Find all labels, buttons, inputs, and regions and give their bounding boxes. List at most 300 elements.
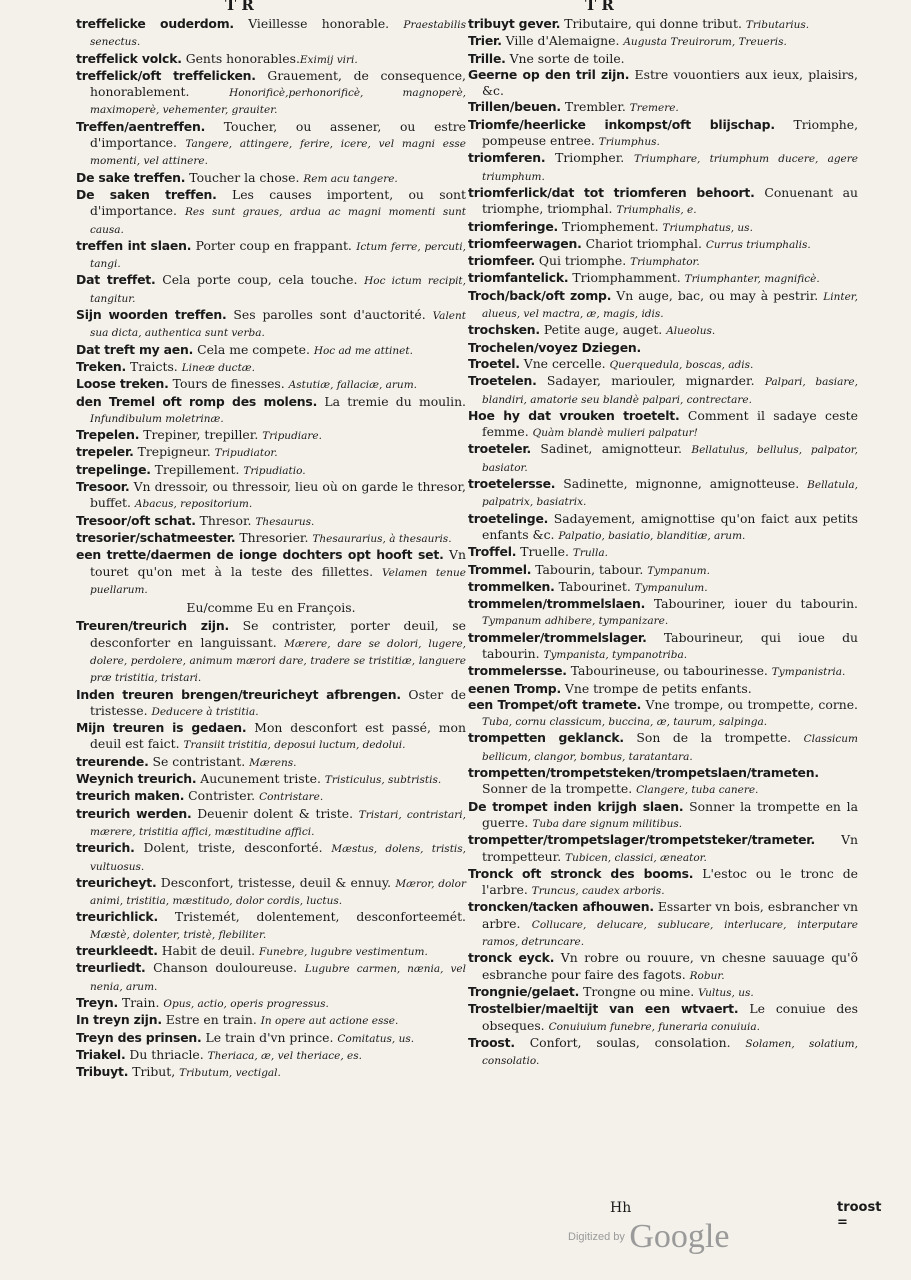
entry-headword: trochsken. xyxy=(468,322,540,338)
dictionary-entry xyxy=(76,427,466,444)
entry-french: Ses parolles sont d'auctorité. xyxy=(226,307,433,323)
dictionary-entry xyxy=(76,960,466,995)
dictionary-entry xyxy=(76,530,466,547)
entry-french: Vne cercelle. xyxy=(519,355,610,371)
entry-latin: Abacus, repositorium. xyxy=(134,498,253,511)
entry-latin: Mæstè, dolenter, tristè, flebiliter. xyxy=(90,928,267,941)
dictionary-entry xyxy=(468,67,858,100)
entry-headword: treurichlick. xyxy=(76,909,158,925)
entry-latin: Classicum bellicum, clangor, bombus, taratantara. xyxy=(482,733,858,763)
google-logo: Google xyxy=(629,1218,730,1255)
entry-french: Les causes importent, ou sont d'importance. xyxy=(90,186,466,219)
entry-latin: Conuiuium funebre, funeraria conuiuia. xyxy=(548,1020,760,1033)
dictionary-entry xyxy=(468,832,858,866)
entry-french: Thresorier. xyxy=(235,529,313,545)
entry-latin: Palpatio, basiatio, blanditiæ, arum. xyxy=(558,529,746,542)
catchword: troost = xyxy=(837,1200,882,1230)
dictionary-entry xyxy=(76,119,466,170)
dictionary-entry xyxy=(468,899,858,950)
entry-headword: een Trompet/oft tramete. xyxy=(468,696,642,712)
entry-latin: Triumphare, triumphum ducere, agere triumphum. xyxy=(482,153,858,183)
entry-french: Vn auge, bac, ou may à pestrir. xyxy=(611,287,824,303)
entry-french: Du thriacle. xyxy=(125,1046,208,1062)
entry-french: Ville d'Alemaigne. xyxy=(501,33,624,49)
entry-french: Triomphamment. xyxy=(568,270,685,286)
entry-headword: tronck eyck. xyxy=(468,950,555,966)
dictionary-entry xyxy=(468,33,858,50)
entry-headword: De sake treffen. xyxy=(76,169,186,185)
entry-french: Grauement, de consequence, honorablement. xyxy=(90,67,466,100)
dictionary-entry xyxy=(76,307,466,342)
entry-headword: treurich maken. xyxy=(76,788,185,804)
dictionary-entry xyxy=(468,681,858,697)
entry-headword: trommelken. xyxy=(468,578,555,594)
entry-french: Comment il sadaye ceste femme. xyxy=(482,407,858,440)
entry-headword: trompetten geklanck. xyxy=(468,730,624,746)
entry-headword: trommeler/trommelslager. xyxy=(468,629,647,645)
entry-french: Vieillesse honorable. xyxy=(233,16,404,31)
entry-headword: treurende. xyxy=(76,753,149,769)
entry-french: Aucunement triste. xyxy=(196,771,325,787)
entry-headword: Triomfe/heerlicke inkompst/oft blijschap. xyxy=(468,116,775,132)
entry-headword: Troffel. xyxy=(468,544,517,560)
entry-latin: Robur. xyxy=(689,969,725,982)
entry-headword: Mijn treuren is gedaen. xyxy=(76,720,247,736)
dictionary-entry xyxy=(468,340,858,356)
entry-french: Toucher la chose. xyxy=(185,169,304,185)
entry-french: Traicts. xyxy=(126,358,182,374)
dictionary-entry xyxy=(468,1001,858,1035)
entry-headword: troetelersse. xyxy=(468,476,556,492)
entry-latin: Tympanum adhibere, tympanizare. xyxy=(482,615,669,628)
entry-headword: Treken. xyxy=(76,358,127,374)
entry-latin: Rem acu tangere. xyxy=(303,172,398,185)
dictionary-entry xyxy=(76,68,466,119)
entry-french: Habit de deuil. xyxy=(157,943,259,959)
entry-latin: Tangere, attingere, ferire, icere, vel magni esse momenti, vel attinere. xyxy=(90,138,466,168)
entry-french: Deuenir dolent & triste. xyxy=(191,805,359,821)
entry-latin: Tubicen, classici, æneator. xyxy=(565,851,707,864)
entry-french: Vne sorte de toile. xyxy=(505,50,625,66)
entry-headword: Sijn woorden treffen. xyxy=(76,307,227,323)
entry-french: Petite auge, auget. xyxy=(539,322,667,338)
dictionary-entry xyxy=(468,441,858,476)
entry-french: Tribut, xyxy=(128,1064,180,1080)
entry-latin: Transiit tristitia, deposui luctum, dedolui. xyxy=(183,739,406,752)
dictionary-entry xyxy=(468,99,858,116)
entry-latin: Tremere. xyxy=(629,102,679,115)
entry-latin: Tripudiare. xyxy=(262,430,322,443)
entry-french: Chanson douloureuse. xyxy=(145,960,305,976)
dictionary-entry xyxy=(468,117,858,151)
entry-headword: Troch/back/oft zomp. xyxy=(468,287,612,303)
entry-headword: Dat treffet. xyxy=(76,272,156,288)
entry-headword: treurich werden. xyxy=(76,805,192,821)
dictionary-entry xyxy=(468,544,858,561)
dictionary-entry xyxy=(76,238,466,273)
entry-french: Trongne ou mine. xyxy=(579,983,699,999)
entry-headword: In treyn zijn. xyxy=(76,1012,162,1028)
entry-latin: Ictum ferre, percuti, tangi. xyxy=(90,240,466,271)
dictionary-entry xyxy=(76,1012,466,1029)
entry-french: Conuenant au triomphe, triomphal. xyxy=(482,184,858,217)
entry-latin: Tributum, vectigal. xyxy=(179,1067,281,1080)
dictionary-entry xyxy=(468,511,858,545)
dictionary-entry xyxy=(76,720,466,754)
entry-french: Essarter vn bois, esbrancher vn arbre. xyxy=(482,899,858,931)
entry-latin: Valent sua dicta, authentica sunt verba. xyxy=(90,310,466,340)
entry-latin: Truncus, caudex arboris. xyxy=(531,885,665,898)
entry-latin: Triumphus. xyxy=(598,136,660,149)
dictionary-entry xyxy=(468,866,858,900)
entry-headword: Tresoor. xyxy=(76,479,130,495)
entry-headword: triomfeer. xyxy=(468,253,535,269)
entry-latin: Clangere, tuba canere. xyxy=(636,784,759,797)
entry-headword: troetelinge. xyxy=(468,510,549,526)
entry-headword: Hoe hy dat vrouken troetelt. xyxy=(468,407,680,423)
entry-french: Son de la trompette. xyxy=(623,730,804,746)
entry-latin: Tripudiatio. xyxy=(243,464,306,477)
entry-latin: Bellatula, palpatrix, basiatrix. xyxy=(482,479,858,509)
entry-french: Thresor. xyxy=(195,512,256,528)
dictionary-entry xyxy=(76,771,466,788)
dictionary-entry xyxy=(468,950,858,984)
entry-latin: Querquedula, boscas, adis. xyxy=(609,358,754,371)
dictionary-entry xyxy=(76,272,466,307)
dictionary-entry xyxy=(468,663,858,680)
entry-latin: In opere aut actione esse. xyxy=(260,1015,399,1028)
entry-headword: Trostelbier/maeltijt van een wtvaert. xyxy=(468,1001,739,1017)
entry-headword: Trille. xyxy=(468,50,506,66)
dictionary-entry xyxy=(76,618,466,686)
entry-headword: treurkleedt. xyxy=(76,943,158,959)
entry-french: Porter coup en frappant. xyxy=(191,237,357,253)
dictionary-entry xyxy=(76,51,466,68)
dictionary-entry xyxy=(76,995,466,1012)
entry-latin: Linter, alueus, vel mactra, æ, magis, idis. xyxy=(482,290,858,321)
entry-french: Mon desconfort est passé, mon deuil est faict. xyxy=(90,720,466,752)
entry-french: Cela porte coup, cela touche. xyxy=(155,272,365,288)
entry-french: Tristemét, dolentement, desconforteemét. xyxy=(157,909,466,925)
dictionary-entry xyxy=(76,943,466,960)
entry-latin: Velamen tenue puellarum. xyxy=(90,566,466,596)
dictionary-entry xyxy=(468,579,858,596)
dictionary-entry xyxy=(468,697,858,731)
entry-latin: Solamen, solatium, consolatio. xyxy=(482,1037,858,1068)
entry-latin: Funebre, lugubre vestimentum. xyxy=(258,946,428,959)
dictionary-entry xyxy=(76,359,466,376)
dictionary-entry xyxy=(468,236,858,253)
entry-latin: Tympanistria. xyxy=(771,666,846,679)
entry-headword: Tribuyt. xyxy=(76,1064,129,1080)
entry-latin: Hoc ad me attinet. xyxy=(313,344,413,357)
entry-latin: Praestabilis senectus. xyxy=(90,19,466,49)
entry-french: Tributaire, qui donne tribut. xyxy=(560,16,746,31)
entry-headword: tresorier/schatmeester. xyxy=(76,529,236,545)
entry-headword: De trompet inden krijgh slaen. xyxy=(468,798,684,814)
entry-latin: Lineæ ductæ. xyxy=(181,361,255,374)
entry-latin: Opus, actio, operis progressus. xyxy=(163,997,329,1010)
entry-headword: triomferen. xyxy=(468,150,546,166)
entry-french: Oster de tristesse. xyxy=(90,686,466,718)
entry-headword: Trier. xyxy=(468,33,502,49)
entry-latin: Triumphator. xyxy=(630,256,700,269)
entry-headword: treffelicke ouderdom. xyxy=(76,16,234,31)
entry-french: Vn dressoir, ou thressoir, lieu où on garde le thresor, buffet. xyxy=(90,479,466,511)
entry-headword: Inden treuren brengen/treuricheyt afbrengen. xyxy=(76,686,401,702)
entry-french: Vn touret qu'on met à la teste des fillettes. xyxy=(90,547,466,579)
entry-headword: den Tremel oft romp des molens. xyxy=(76,393,318,409)
entry-french: Se contristant. xyxy=(148,753,250,769)
dictionary-entry xyxy=(468,356,858,373)
entry-latin: Collucare, delucare, sublucare, interlucare, interputare ramos, detruncare. xyxy=(482,918,858,949)
entry-latin: Tuba dare signum militibus. xyxy=(532,817,683,830)
dictionary-entry xyxy=(468,51,858,67)
entry-latin: Alueolus. xyxy=(666,325,716,338)
dictionary-entry xyxy=(76,394,466,428)
entry-french: Sadayer, mariouler, mignarder. xyxy=(536,373,765,389)
dictionary-entry xyxy=(76,547,466,598)
entry-french: Triomphe, pompeuse entree. xyxy=(482,116,859,149)
entry-french: Tabourin, tabour. xyxy=(531,561,648,577)
dictionary-entry xyxy=(468,984,858,1001)
entry-headword: Tresoor/oft schat. xyxy=(76,512,196,528)
entry-headword: trompetten/trompetsteken/trompetslaen/trameten. xyxy=(468,765,819,781)
entry-french: Gents honorables. xyxy=(181,50,300,66)
dictionary-entry xyxy=(76,342,466,359)
entry-headword: treurliedt. xyxy=(76,960,146,976)
entry-french: Trepillement. xyxy=(150,461,244,477)
entry-headword: Treyn des prinsen. xyxy=(76,1029,202,1045)
entry-headword: Geerne op den tril zijn. xyxy=(468,66,630,82)
dictionary-entry xyxy=(468,596,858,630)
entry-french: Sadinette, mignonne, amignotteuse. xyxy=(555,476,808,492)
dictionary-entry xyxy=(76,513,466,530)
dictionary-entry xyxy=(76,806,466,841)
entry-french: Estre vouontiers aux ieux, plaisirs, &c. xyxy=(482,66,858,99)
entry-headword: trompetter/trompetslager/trompetsteker/trameter. xyxy=(468,832,815,848)
entry-french: Vn robre ou rouure, vn chesne sauuage qu'õ esbranche pour faire des fagots. xyxy=(482,950,858,982)
dictionary-entry xyxy=(76,16,466,51)
entry-french: Contrister. xyxy=(184,788,260,804)
entry-french: Le conuiue des obseques. xyxy=(482,1001,859,1033)
entry-latin: Bellatulus, bellulus, palpator, basiator. xyxy=(482,444,858,474)
dictionary-entry xyxy=(468,219,858,236)
entry-headword: trepeler. xyxy=(76,444,134,460)
entry-french: Tabourinet. xyxy=(554,578,635,594)
signature-mark: Hh xyxy=(610,1200,632,1216)
entry-french: La tremie du moulin. xyxy=(317,393,466,409)
entry-latin: Augusta Treuirorum, Treueris. xyxy=(623,36,787,49)
entry-french: L'estoc ou le tronc de l'arbre. xyxy=(482,865,859,898)
entry-french: Sonner la trompette en la guerre. xyxy=(482,798,858,830)
entry-latin: Lugubre carmen, nænia, vel nenia, arum. xyxy=(90,963,466,993)
entry-headword: Treyn. xyxy=(76,994,119,1010)
entry-headword: troncken/tacken afhouwen. xyxy=(468,899,654,915)
dictionary-entry xyxy=(76,187,466,238)
dictionary-entry xyxy=(76,909,466,943)
entry-french: Train. xyxy=(118,994,164,1010)
entry-latin: Thesaurarius, à thesauris. xyxy=(312,532,452,545)
dictionary-entry xyxy=(468,185,858,219)
entry-latin: Tristiculus, subtristis. xyxy=(324,774,442,787)
entry-headword: triomfeerwagen. xyxy=(468,235,582,251)
entry-headword: treurich. xyxy=(76,840,135,856)
entry-french: Vne trompe, ou trompette, corne. xyxy=(641,696,858,712)
watermark-prefix: Digitized by xyxy=(568,1231,625,1243)
entry-headword: Trepelen. xyxy=(76,427,140,443)
entry-french: Triompher. xyxy=(545,150,634,166)
entry-latin: Tripudiator. xyxy=(214,447,278,460)
entry-headword: trepelinge. xyxy=(76,461,151,477)
dictionary-entry xyxy=(468,288,858,323)
dictionary-entry xyxy=(468,765,858,799)
entry-headword: treffen int slaen. xyxy=(76,237,192,253)
entry-headword: Trochelen/voyez Dziegen. xyxy=(468,339,642,355)
entry-latin: Tributarius. xyxy=(745,19,810,31)
dictionary-entry xyxy=(76,376,466,393)
entry-latin: Tuba, cornu classicum, buccina, æ, taurum, salpinga. xyxy=(482,716,768,729)
entry-latin: Currus triumphalis. xyxy=(705,238,811,251)
entry-latin: Trulla. xyxy=(572,547,608,560)
entry-french: Chariot triomphal. xyxy=(581,235,706,251)
entry-headword: Treffen/aentreffen. xyxy=(76,118,206,134)
entry-headword: Troost. xyxy=(468,1034,515,1050)
entry-headword: Trongnie/gelaet. xyxy=(468,983,580,999)
entry-french: Confort, soulas, consolation. xyxy=(514,1034,746,1050)
dictionary-entry xyxy=(468,476,858,511)
entry-latin: Quàm blandè mulieri palpatur! xyxy=(532,427,698,440)
entry-french: Tours de finesses. xyxy=(168,376,289,392)
entry-headword: Tronck oft stronck des booms. xyxy=(468,865,694,881)
running-head-left: T R xyxy=(225,0,254,14)
entry-latin: Triumphalis, e. xyxy=(616,204,697,217)
entry-latin: Palpari, basiare, blandiri, amatorie seu blandè palpari, contrectare. xyxy=(482,376,858,406)
entry-latin: Hoc ictum recipit, tangitur. xyxy=(90,275,466,305)
dictionary-entry xyxy=(76,754,466,771)
entry-headword: een trette/daermen de ionge dochters opt hooft set. xyxy=(76,547,444,563)
entry-french: Dolent, triste, desconforté. xyxy=(134,840,332,856)
entry-latin: Deducere à tristitia. xyxy=(151,705,259,718)
dictionary-entry xyxy=(76,1064,466,1081)
entry-latin: Triumphatus, us. xyxy=(662,221,753,234)
entry-french: Sonner de la trompette. xyxy=(482,781,637,797)
entry-french: Se contrister, porter deuil, se desconforter en languissant. xyxy=(90,618,466,650)
dictionary-entry xyxy=(76,1047,466,1064)
entry-headword: treuricheyt. xyxy=(76,874,157,890)
entry-latin: Thesaurus. xyxy=(255,515,315,528)
dictionary-entry xyxy=(76,788,466,805)
entry-headword: troeteler. xyxy=(468,441,531,457)
entry-headword: eenen Tromp. xyxy=(468,680,561,696)
entry-latin: Honorificè,perhonorificè, magnoperè, maximoperè, vehementer, grauiter. xyxy=(90,87,466,117)
dictionary-entry xyxy=(468,253,858,270)
dictionary-entry xyxy=(76,462,466,479)
entry-latin: Mæror, dolor animi, tristitia, mæstitudo, dolor cordis, luctus. xyxy=(90,877,466,908)
entry-french: Le train d'vn prince. xyxy=(201,1029,338,1045)
dictionary-entry xyxy=(76,875,466,910)
dictionary-entry xyxy=(468,16,858,33)
entry-french: Vn trompetteur. xyxy=(482,832,858,864)
dictionary-entry xyxy=(468,270,858,287)
entry-headword: triomfantelick. xyxy=(468,270,569,286)
running-head-right: T R xyxy=(585,0,614,14)
entry-latin: Infundibulum moletrinæ. xyxy=(90,412,224,425)
entry-headword: tribuyt gever. xyxy=(468,16,561,31)
entry-headword: treffelick/oft treffelicken. xyxy=(76,67,256,83)
dictionary-entry xyxy=(76,840,466,875)
right-column xyxy=(468,16,858,1069)
entry-headword: Trillen/beuen. xyxy=(468,99,561,115)
section-heading: Eu/comme Eu en François. xyxy=(186,600,356,616)
entry-french: Truelle. xyxy=(516,544,573,560)
dictionary-entry xyxy=(468,730,858,765)
entry-latin: Triumphanter, magnificè. xyxy=(684,273,820,286)
entry-headword: triomferlick/dat tot triomferen behoort. xyxy=(468,184,755,200)
entry-headword: Treuren/treurich zijn. xyxy=(76,618,229,634)
entry-french: Tabouriner, iouer du tabourin. xyxy=(645,596,858,612)
entry-french: Toucher, ou assener, ou estre d'importance. xyxy=(90,118,466,151)
dictionary-entry xyxy=(468,322,858,339)
dictionary-entry xyxy=(76,1030,466,1047)
entry-latin: Tympanulum. xyxy=(634,581,708,594)
entry-french: Sadinet, amignotteur. xyxy=(530,441,692,457)
dictionary-entry xyxy=(468,630,858,664)
entry-french: Cela me compete. xyxy=(193,341,314,357)
entry-latin: Mærere, dare se dolori, lugere, dolere, perdolere, animum mærori dare, tradere se tristitiæ, languere præ tristitia, tristari. xyxy=(90,637,466,685)
entry-latin: Res sunt graues, ardua ac magni momenti sunt causa. xyxy=(90,206,466,236)
entry-french: Estre en train. xyxy=(161,1012,261,1028)
entry-headword: Troetel. xyxy=(468,355,520,371)
entry-headword: De saken treffen. xyxy=(76,186,217,202)
entry-french: Desconfort, tristesse, deuil & ennuy. xyxy=(156,874,396,890)
entry-french: Tabourineuse, ou tabourinesse. xyxy=(566,663,772,679)
entry-latin: Tristari, contristari, mærere, tristitia affici, mæstitudine affici. xyxy=(90,808,466,838)
entry-headword: Dat treft my aen. xyxy=(76,341,194,357)
dictionary-page xyxy=(60,0,882,1280)
dictionary-entry xyxy=(468,150,858,185)
entry-french: Qui triomphe. xyxy=(534,253,631,269)
dictionary-entry xyxy=(76,687,466,721)
entry-headword: Triakel. xyxy=(76,1046,126,1062)
entry-latin: Mæstus, dolens, tristis, vultuosus. xyxy=(90,843,466,873)
entry-headword: Weynich treurich. xyxy=(76,771,197,787)
entry-latin: Eximij viri. xyxy=(299,53,358,66)
entry-latin: Comitatus, us. xyxy=(337,1032,415,1045)
entry-french: Sadayement, amignottise qu'on faict aux petits enfants &c. xyxy=(482,510,858,542)
entry-headword: Trommel. xyxy=(468,561,532,577)
entry-french: Tabourineur, qui ioue du tabourin. xyxy=(482,629,858,661)
entry-french: Trepigneur. xyxy=(133,444,215,460)
entry-latin: Astutiæ, fallaciæ, arum. xyxy=(288,379,417,392)
entry-headword: Loose treken. xyxy=(76,376,169,392)
entry-latin: Theriaca, æ, vel theriace, es. xyxy=(207,1049,362,1062)
entry-latin: Mærens. xyxy=(249,756,297,769)
entry-headword: trommelersse. xyxy=(468,663,567,679)
entry-headword: Troetelen. xyxy=(468,373,537,389)
dictionary-entry xyxy=(468,408,858,442)
dictionary-entry xyxy=(468,799,858,833)
dictionary-entry xyxy=(468,562,858,579)
digitized-watermark xyxy=(568,1218,729,1256)
entry-headword: treffelick volck. xyxy=(76,50,182,66)
entry-french: Trembler. xyxy=(560,99,630,115)
entry-headword: trommelen/trommelslaen. xyxy=(468,596,646,612)
dictionary-entry xyxy=(76,444,466,461)
entry-latin: Contristare. xyxy=(259,791,324,804)
entry-french: Trepiner, trepiller. xyxy=(139,427,263,443)
entry-latin: Vultus, us. xyxy=(698,986,754,999)
